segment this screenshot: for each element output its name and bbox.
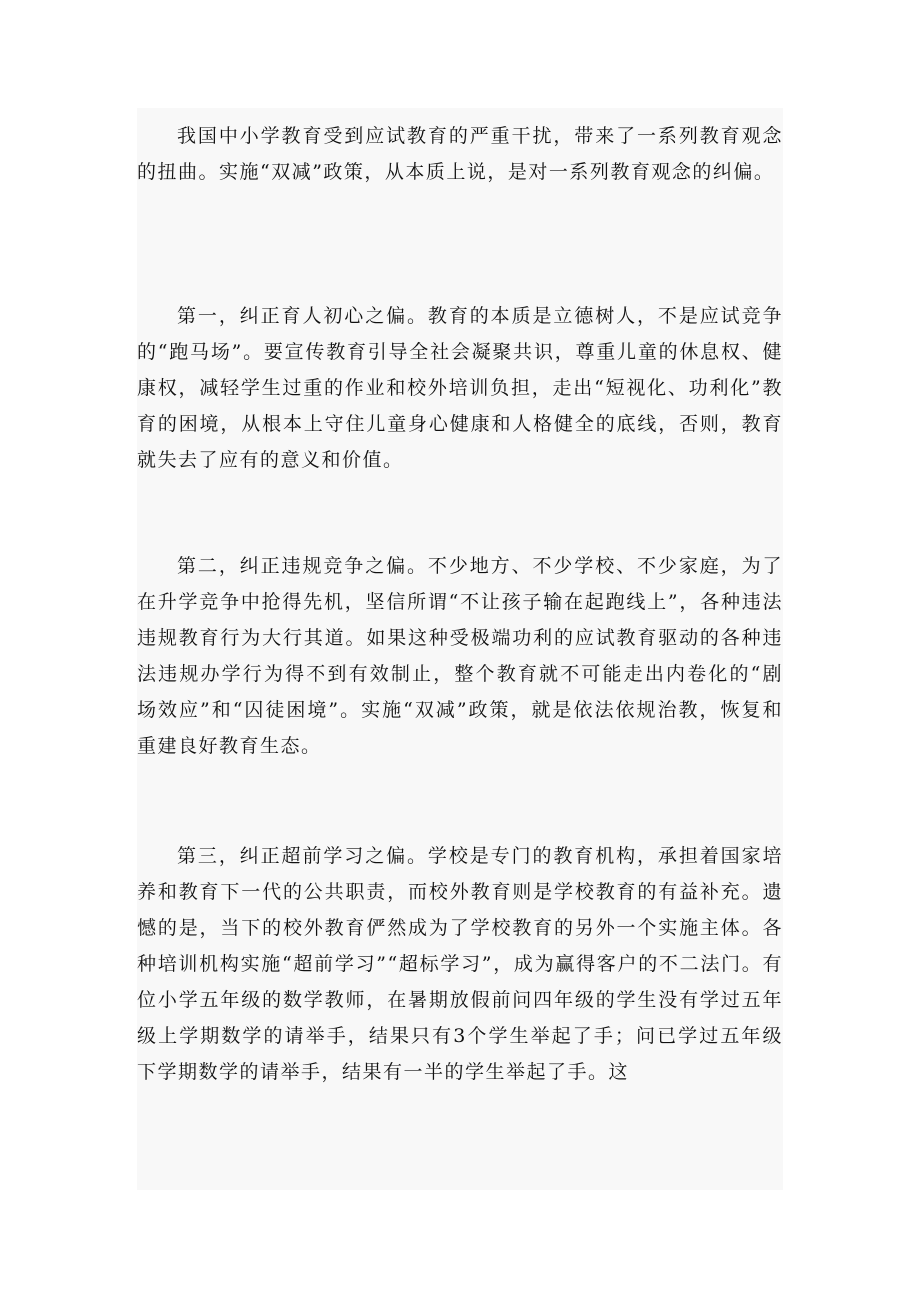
paragraph-intro: 我国中小学教育受到应试教育的严重干扰，带来了一系列教育观念的扭曲。实施“双减”政策，从本质上说，是对一系列教育观念的纠偏。: [137, 125, 783, 183]
paragraph-first-point: 第一，纠正育人初心之偏。教育的本质是立德树人，不是应试竞争的“跑马场”。要宣传教育引导全社会凝聚共识，尊重儿童的休息权、健康权，减轻学生过重的作业和校外培训负担，走出“短视化、功利化”教育的困境，从根本上守住儿童身心健康和人格健全的底线，否则，教育就失去了应有的意义和价值。: [137, 305, 783, 471]
paragraph-second-point: 第二，纠正违规竞争之偏。不少地方、不少学校、不少家庭，为了在升学竞争中抢得先机，坚信所谓“不让孩子输在起跑线上”，各种违法违规教育行为大行其道。如果这种受极端功利的应试教育驱动的各种违法违规办学行为得不到有效制止，整个教育就不可能走出内卷化的“剧场效应”和“囚徒困境”。实施“双减”政策，就是依法依规治教，恢复和重建良好教育生态。: [137, 555, 783, 757]
document-text-block: [137, 108, 783, 1190]
paragraph-third-point: 第三，纠正超前学习之偏。学校是专门的教育机构，承担着国家培养和教育下一代的公共职责，而校外教育则是学校教育的有益补充。遗憾的是，当下的校外教育俨然成为了学校教育的另外一个实施主体。各种培训机构实施“超前学习”“超标学习”，成为赢得客户的不二法门。有位小学五年级的数学教师，在暑期放假前问四年级的学生没有学过五年级上学期数学的请举手，结果只有3个学生举起了手；问已学过五年级下学期数学的请举手，结果有一半的学生举起了手。这: [137, 845, 783, 1083]
